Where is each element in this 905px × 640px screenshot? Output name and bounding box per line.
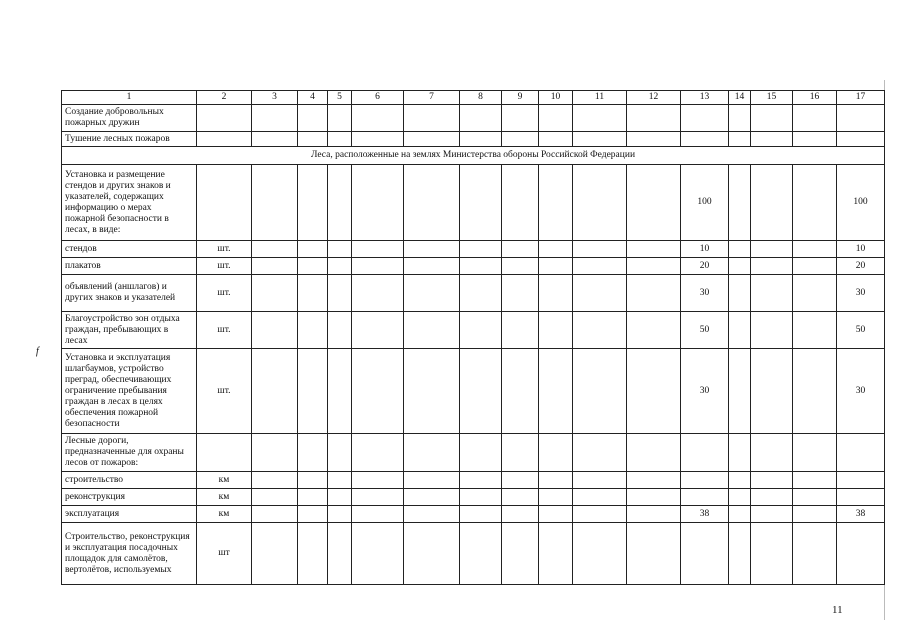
empty-cell: [252, 489, 298, 506]
value-col13-cell: 10: [681, 241, 729, 258]
empty-cell: [729, 434, 751, 472]
row-name-cell: Строительство, реконструкция и эксплуатация посадочных площадок для самолётов, вертолётов, используемых: [62, 523, 197, 585]
empty-cell: [751, 258, 793, 275]
value-col17-cell: 20: [837, 258, 885, 275]
empty-cell: [539, 349, 573, 434]
value-col17-cell: 30: [837, 349, 885, 434]
empty-cell: [573, 349, 627, 434]
empty-cell: [328, 132, 352, 147]
empty-cell: [298, 105, 328, 132]
empty-cell: [460, 523, 502, 585]
row-name-cell: стендов: [62, 241, 197, 258]
empty-cell: [252, 165, 298, 241]
empty-cell: [627, 349, 681, 434]
header-cell-7: 7: [404, 91, 460, 105]
table-row: [62, 434, 885, 472]
unit-cell: шт: [197, 523, 252, 585]
empty-cell: [729, 523, 751, 585]
value-col17-cell: [837, 523, 885, 585]
header-cell-3: 3: [252, 91, 298, 105]
empty-cell: [352, 275, 404, 312]
value-col17-cell: 100: [837, 165, 885, 241]
empty-cell: [793, 312, 837, 349]
empty-cell: [793, 523, 837, 585]
header-cell-5: 5: [328, 91, 352, 105]
empty-cell: [460, 258, 502, 275]
empty-cell: [751, 489, 793, 506]
header-cell-10: 10: [539, 91, 573, 105]
value-col13-cell: [681, 132, 729, 147]
empty-cell: [539, 489, 573, 506]
row-name-cell: Установка и эксплуатация шлагбаумов, устройство преград, обеспечивающих ограничение пребывания граждан в лесах в целях обеспечения пожарной безопасности: [62, 349, 197, 434]
empty-cell: [328, 523, 352, 585]
empty-cell: [460, 434, 502, 472]
empty-cell: [627, 165, 681, 241]
empty-cell: [298, 165, 328, 241]
empty-cell: [460, 472, 502, 489]
empty-cell: [539, 275, 573, 312]
table-row: [62, 105, 885, 132]
empty-cell: [627, 275, 681, 312]
empty-cell: [751, 472, 793, 489]
empty-cell: [502, 523, 539, 585]
unit-cell: [197, 105, 252, 132]
empty-cell: [502, 105, 539, 132]
empty-cell: [539, 472, 573, 489]
empty-cell: [252, 312, 298, 349]
value-col13-cell: 50: [681, 312, 729, 349]
empty-cell: [352, 312, 404, 349]
table-row: [62, 258, 885, 275]
value-col13-cell: 100: [681, 165, 729, 241]
empty-cell: [328, 489, 352, 506]
header-cell-2: 2: [197, 91, 252, 105]
row-name-cell: эксплуатация: [62, 506, 197, 523]
empty-cell: [627, 489, 681, 506]
value-col13-cell: [681, 434, 729, 472]
empty-cell: [573, 523, 627, 585]
header-cell-16: 16: [793, 91, 837, 105]
empty-cell: [352, 523, 404, 585]
empty-cell: [539, 241, 573, 258]
value-col17-cell: 10: [837, 241, 885, 258]
empty-cell: [252, 472, 298, 489]
row-name-cell: строительство: [62, 472, 197, 489]
value-col13-cell: [681, 105, 729, 132]
empty-cell: [352, 258, 404, 275]
header-cell-14: 14: [729, 91, 751, 105]
empty-cell: [252, 349, 298, 434]
empty-cell: [460, 506, 502, 523]
value-col13-cell: [681, 489, 729, 506]
empty-cell: [352, 506, 404, 523]
row-name-cell: реконструкция: [62, 489, 197, 506]
empty-cell: [460, 275, 502, 312]
header-cell-8: 8: [460, 91, 502, 105]
table-row: [62, 523, 885, 585]
empty-cell: [751, 349, 793, 434]
empty-cell: [502, 312, 539, 349]
empty-cell: [298, 523, 328, 585]
empty-cell: [352, 165, 404, 241]
empty-cell: [539, 312, 573, 349]
empty-cell: [460, 241, 502, 258]
empty-cell: [352, 349, 404, 434]
header-cell-12: 12: [627, 91, 681, 105]
value-col13-cell: 30: [681, 275, 729, 312]
header-cell-15: 15: [751, 91, 793, 105]
value-col17-cell: [837, 489, 885, 506]
empty-cell: [539, 506, 573, 523]
empty-cell: [252, 506, 298, 523]
unit-cell: км: [197, 489, 252, 506]
empty-cell: [573, 489, 627, 506]
empty-cell: [460, 349, 502, 434]
empty-cell: [502, 349, 539, 434]
empty-cell: [404, 105, 460, 132]
empty-cell: [460, 165, 502, 241]
empty-cell: [502, 472, 539, 489]
header-cell-13: 13: [681, 91, 729, 105]
empty-cell: [729, 258, 751, 275]
unit-cell: шт.: [197, 349, 252, 434]
empty-cell: [328, 105, 352, 132]
value-col13-cell: 38: [681, 506, 729, 523]
empty-cell: [573, 275, 627, 312]
empty-cell: [573, 132, 627, 147]
empty-cell: [729, 489, 751, 506]
empty-cell: [252, 258, 298, 275]
empty-cell: [298, 241, 328, 258]
empty-cell: [252, 105, 298, 132]
empty-cell: [793, 434, 837, 472]
empty-cell: [729, 132, 751, 147]
empty-cell: [328, 349, 352, 434]
empty-cell: [729, 105, 751, 132]
empty-cell: [627, 241, 681, 258]
header-row: [62, 91, 885, 105]
value-col17-cell: 38: [837, 506, 885, 523]
empty-cell: [502, 241, 539, 258]
empty-cell: [298, 275, 328, 312]
empty-cell: [729, 165, 751, 241]
empty-cell: [404, 506, 460, 523]
empty-cell: [404, 312, 460, 349]
forest-fire-measures-table: [61, 90, 885, 585]
empty-cell: [751, 241, 793, 258]
empty-cell: [751, 132, 793, 147]
empty-cell: [793, 241, 837, 258]
empty-cell: [252, 275, 298, 312]
empty-cell: [252, 132, 298, 147]
empty-cell: [352, 472, 404, 489]
empty-cell: [460, 132, 502, 147]
unit-cell: км: [197, 472, 252, 489]
unit-cell: шт.: [197, 258, 252, 275]
empty-cell: [751, 523, 793, 585]
empty-cell: [328, 241, 352, 258]
empty-cell: [539, 105, 573, 132]
empty-cell: [627, 258, 681, 275]
section-title: Леса, расположенные на землях Министерства обороны Российской Федерации: [62, 147, 885, 165]
unit-cell: шт.: [197, 312, 252, 349]
header-cell-11: 11: [573, 91, 627, 105]
empty-cell: [793, 132, 837, 147]
value-col13-cell: [681, 523, 729, 585]
empty-cell: [352, 489, 404, 506]
empty-cell: [298, 258, 328, 275]
unit-cell: [197, 434, 252, 472]
empty-cell: [502, 132, 539, 147]
empty-cell: [404, 489, 460, 506]
empty-cell: [404, 523, 460, 585]
empty-cell: [460, 105, 502, 132]
empty-cell: [627, 312, 681, 349]
value-col17-cell: [837, 105, 885, 132]
unit-cell: [197, 165, 252, 241]
empty-cell: [627, 472, 681, 489]
value-col17-cell: [837, 472, 885, 489]
empty-cell: [298, 506, 328, 523]
empty-cell: [252, 241, 298, 258]
empty-cell: [502, 258, 539, 275]
empty-cell: [573, 165, 627, 241]
table-row: [62, 132, 885, 147]
empty-cell: [627, 523, 681, 585]
empty-cell: [404, 132, 460, 147]
row-name-cell: Создание добровольных пожарных дружин: [62, 105, 197, 132]
empty-cell: [729, 349, 751, 434]
empty-cell: [404, 241, 460, 258]
empty-cell: [627, 132, 681, 147]
empty-cell: [627, 506, 681, 523]
empty-cell: [793, 165, 837, 241]
empty-cell: [793, 349, 837, 434]
empty-cell: [328, 258, 352, 275]
empty-cell: [539, 434, 573, 472]
empty-cell: [539, 165, 573, 241]
empty-cell: [298, 132, 328, 147]
empty-cell: [460, 489, 502, 506]
empty-cell: [404, 258, 460, 275]
header-cell-9: 9: [502, 91, 539, 105]
empty-cell: [751, 312, 793, 349]
row-name-cell: Лесные дороги, предназначенные для охраны лесов от пожаров:: [62, 434, 197, 472]
value-col17-cell: [837, 132, 885, 147]
row-name-cell: плакатов: [62, 258, 197, 275]
margin-mark: f: [36, 346, 39, 357]
empty-cell: [729, 241, 751, 258]
empty-cell: [502, 165, 539, 241]
header-cell-17: 17: [837, 91, 885, 105]
empty-cell: [298, 349, 328, 434]
table-row: [62, 349, 885, 434]
empty-cell: [328, 312, 352, 349]
row-name-cell: объявлений (аншлагов) и других знаков и указателей: [62, 275, 197, 312]
empty-cell: [502, 275, 539, 312]
table-row: [62, 489, 885, 506]
empty-cell: [793, 105, 837, 132]
empty-cell: [573, 506, 627, 523]
empty-cell: [252, 523, 298, 585]
empty-cell: [252, 434, 298, 472]
table-row: [62, 275, 885, 312]
empty-cell: [793, 275, 837, 312]
empty-cell: [352, 132, 404, 147]
empty-cell: [298, 489, 328, 506]
empty-cell: [328, 275, 352, 312]
unit-cell: км: [197, 506, 252, 523]
empty-cell: [573, 241, 627, 258]
table-row: [62, 165, 885, 241]
empty-cell: [729, 472, 751, 489]
section-row: [62, 147, 885, 165]
page-number: 11: [832, 604, 843, 616]
value-col17-cell: 30: [837, 275, 885, 312]
empty-cell: [404, 349, 460, 434]
empty-cell: [751, 434, 793, 472]
row-name-cell: Тушение лесных пожаров: [62, 132, 197, 147]
empty-cell: [460, 312, 502, 349]
table-row: [62, 241, 885, 258]
unit-cell: шт.: [197, 275, 252, 312]
header-cell-6: 6: [352, 91, 404, 105]
empty-cell: [539, 132, 573, 147]
empty-cell: [352, 105, 404, 132]
empty-cell: [573, 105, 627, 132]
empty-cell: [352, 434, 404, 472]
empty-cell: [793, 489, 837, 506]
unit-cell: шт.: [197, 241, 252, 258]
table-row: [62, 472, 885, 489]
header-cell-4: 4: [298, 91, 328, 105]
empty-cell: [502, 489, 539, 506]
empty-cell: [328, 506, 352, 523]
value-col13-cell: 30: [681, 349, 729, 434]
empty-cell: [502, 506, 539, 523]
empty-cell: [793, 258, 837, 275]
empty-cell: [751, 165, 793, 241]
row-name-cell: Установка и размещение стендов и других знаков и указателей, содержащих информацию о мерах пожарной безопасности в лесах, в виде:: [62, 165, 197, 241]
empty-cell: [751, 105, 793, 132]
empty-cell: [627, 105, 681, 132]
empty-cell: [793, 472, 837, 489]
empty-cell: [298, 434, 328, 472]
empty-cell: [328, 165, 352, 241]
empty-cell: [502, 434, 539, 472]
empty-cell: [573, 472, 627, 489]
empty-cell: [573, 312, 627, 349]
empty-cell: [729, 506, 751, 523]
unit-cell: [197, 132, 252, 147]
empty-cell: [404, 275, 460, 312]
empty-cell: [751, 275, 793, 312]
empty-cell: [627, 434, 681, 472]
empty-cell: [352, 241, 404, 258]
header-cell-1: 1: [62, 91, 197, 105]
empty-cell: [328, 472, 352, 489]
value-col17-cell: [837, 434, 885, 472]
table-row: [62, 312, 885, 349]
empty-cell: [793, 506, 837, 523]
empty-cell: [729, 312, 751, 349]
empty-cell: [404, 165, 460, 241]
empty-cell: [573, 434, 627, 472]
empty-cell: [573, 258, 627, 275]
empty-cell: [729, 275, 751, 312]
empty-cell: [539, 523, 573, 585]
empty-cell: [298, 312, 328, 349]
empty-cell: [328, 434, 352, 472]
empty-cell: [751, 506, 793, 523]
empty-cell: [404, 472, 460, 489]
value-col17-cell: 50: [837, 312, 885, 349]
value-col13-cell: [681, 472, 729, 489]
value-col13-cell: 20: [681, 258, 729, 275]
table-row: [62, 506, 885, 523]
row-name-cell: Благоустройство зон отдыха граждан, пребывающих в лесах: [62, 312, 197, 349]
empty-cell: [539, 258, 573, 275]
empty-cell: [298, 472, 328, 489]
empty-cell: [404, 434, 460, 472]
